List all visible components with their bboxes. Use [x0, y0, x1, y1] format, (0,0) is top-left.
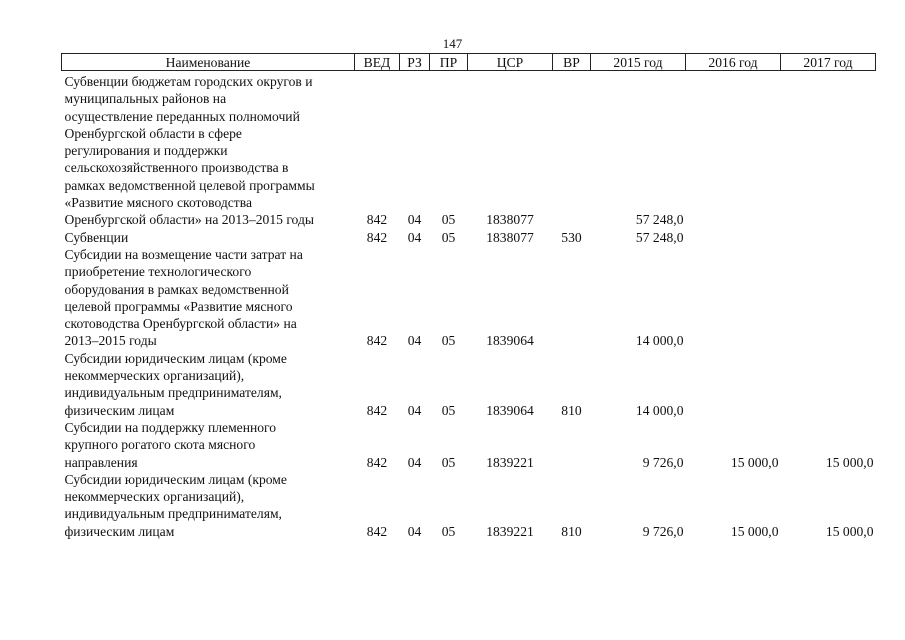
row-name-line: некоммерческих организаций),: [64, 368, 245, 384]
amount-2015-cell: 14 000,0: [635, 402, 684, 418]
csr-cell: 1839221: [486, 454, 534, 470]
row-name-line: осуществление переданных полномочий: [64, 108, 300, 124]
table-row: [62, 350, 876, 419]
table-row: [62, 73, 876, 229]
row-name-line: муниципальных районов на: [64, 91, 227, 107]
row-name-line: Оренбургской области в сфере: [64, 125, 242, 141]
row-name-line: целевой программы «Развитие мясного: [64, 298, 293, 314]
table-row: [62, 246, 876, 350]
row-name-line: физическим лицам: [64, 402, 175, 418]
row-name-cell: [62, 350, 355, 419]
csr-cell: 1839064: [486, 333, 534, 349]
amount-2015-cell: 57 248,0: [635, 212, 684, 228]
ved-cell: 842: [366, 212, 388, 228]
table-body: [62, 71, 876, 541]
row-name-line: Субсидии на возмещение части затрат на: [64, 246, 303, 262]
vr-cell: [553, 73, 591, 229]
pr-cell: 05: [441, 229, 456, 245]
table-row: [62, 229, 876, 246]
row-name-line: Субсидии юридическим лицам (кроме: [64, 350, 287, 366]
header-name: Наименование: [62, 54, 355, 71]
pr-cell: 05: [441, 212, 456, 228]
row-name-line: оборудования в рамках ведомственной: [64, 281, 289, 297]
row-name-cell: [62, 246, 355, 350]
amount-2017-cell: [781, 350, 876, 419]
pr-cell: 05: [441, 454, 456, 470]
amount-2017-cell: [781, 229, 876, 246]
ved-cell: 842: [366, 523, 388, 539]
header-pr: ПР: [430, 54, 468, 71]
csr-cell: 1838077: [486, 212, 534, 228]
row-name-line: сельскохозяйственного производства в: [64, 160, 289, 176]
row-name-line: Субвенции бюджетам городских округов и: [64, 74, 313, 89]
amount-2015-cell: 9 726,0: [642, 523, 684, 539]
row-name-line: Оренбургской области» на 2013–2015 годы: [64, 212, 315, 228]
row-name-line: направления: [64, 454, 138, 470]
header-2015: 2015 год: [591, 54, 686, 71]
rz-cell: 04: [407, 402, 422, 418]
vr-cell: 810: [561, 523, 582, 539]
header-csr: ЦСР: [468, 54, 553, 71]
header-ved: ВЕД: [355, 54, 400, 71]
rz-cell: 04: [407, 212, 422, 228]
amount-2017-cell: 15 000,0: [825, 454, 874, 470]
amount-2015-cell: 57 248,0: [635, 229, 684, 245]
header-2016: 2016 год: [686, 54, 781, 71]
amount-2017-cell: [781, 73, 876, 229]
csr-cell: 1839221: [486, 523, 534, 539]
ved-cell: 842: [366, 454, 388, 470]
amount-2016-cell: 15 000,0: [730, 454, 779, 470]
pr-cell: 05: [441, 523, 456, 539]
csr-cell: 1839064: [486, 402, 534, 418]
amount-2016-cell: [686, 350, 781, 419]
budget-table: [61, 53, 876, 540]
vr-cell: [553, 246, 591, 350]
header-2017: 2017 год: [781, 54, 876, 71]
rz-cell: 04: [407, 454, 422, 470]
amount-2016-cell: [686, 246, 781, 350]
pr-cell: 05: [441, 402, 456, 418]
row-name-line: скотоводства Оренбургской области» на: [64, 316, 297, 332]
table-row: [62, 471, 876, 540]
amount-2016-cell: [686, 229, 781, 246]
row-name-line: индивидуальным предпринимателям,: [64, 506, 282, 522]
row-name-line: индивидуальным предпринимателям,: [64, 385, 282, 401]
amount-2015-cell: 14 000,0: [635, 333, 684, 349]
amount-2016-cell: 15 000,0: [730, 523, 779, 539]
row-name-line: крупного рогатого скота мясного: [64, 437, 256, 453]
pr-cell: 05: [441, 333, 456, 349]
table-row: [62, 419, 876, 471]
vr-cell: 530: [561, 229, 582, 245]
row-name-line: «Развитие мясного скотоводства: [64, 195, 253, 211]
rz-cell: 04: [407, 523, 422, 539]
vr-cell: [553, 419, 591, 471]
ved-cell: 842: [366, 402, 388, 418]
amount-2015-cell: 9 726,0: [642, 454, 684, 470]
row-name-line: 2013–2015 годы: [64, 333, 157, 349]
row-name-line: Субсидии юридическим лицам (кроме: [64, 471, 287, 487]
amount-2017-cell: [781, 246, 876, 350]
vr-cell: 810: [561, 402, 582, 418]
row-name-cell: [62, 419, 355, 471]
row-name-line: некоммерческих организаций),: [64, 489, 245, 505]
row-name-cell: [62, 471, 355, 540]
row-name-line: Субсидии на поддержку племенного: [64, 419, 277, 435]
rz-cell: 04: [407, 229, 422, 245]
amount-2016-cell: [686, 73, 781, 229]
header-vr: ВР: [553, 54, 591, 71]
table-header-row: [62, 54, 876, 71]
row-name-cell: [62, 229, 355, 246]
amount-2017-cell: 15 000,0: [825, 523, 874, 539]
header-rz: РЗ: [400, 54, 430, 71]
ved-cell: 842: [366, 333, 388, 349]
csr-cell: 1838077: [486, 229, 534, 245]
row-name-line: рамках ведомственной целевой программы: [64, 177, 315, 193]
row-name-line: физическим лицам: [64, 523, 175, 539]
page-number: 147: [442, 36, 463, 51]
row-name-line: Субвенции: [64, 229, 129, 245]
ved-cell: 842: [366, 229, 388, 245]
row-name-line: приобретение технологического: [64, 264, 252, 280]
row-name-line: регулирования и поддержки: [64, 143, 228, 159]
rz-cell: 04: [407, 333, 422, 349]
row-name-cell: [62, 73, 355, 229]
